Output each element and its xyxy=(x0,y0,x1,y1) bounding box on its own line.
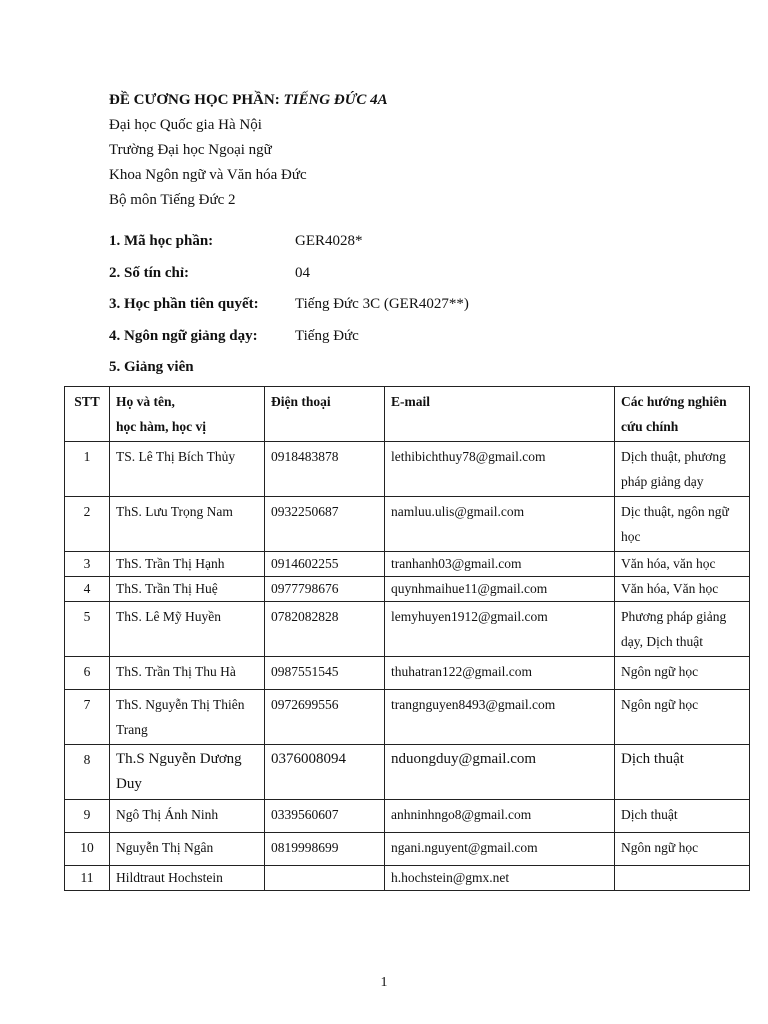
cell-email: h.hochstein@gmx.net xyxy=(385,866,615,891)
cell-research xyxy=(615,866,750,891)
school-name: Trường Đại học Ngoại ngữ xyxy=(109,142,272,158)
cell-research: Văn hóa, Văn học xyxy=(615,577,750,602)
cell-name: ThS. Lê Mỹ Huyền xyxy=(110,602,265,657)
table-row xyxy=(65,602,750,657)
cell-phone: 0376008094 xyxy=(265,745,385,800)
cell-email: namluu.ulis@gmail.com xyxy=(385,497,615,552)
field-label: 4. Ngôn ngữ giảng dạy: xyxy=(109,327,258,344)
header-text: Họ và tên, xyxy=(116,394,175,409)
cell-email: lethibichthuy78@gmail.com xyxy=(385,442,615,497)
cell-research: Dịch thuật xyxy=(615,745,750,800)
table-row xyxy=(65,833,750,866)
column-header-name xyxy=(110,387,265,442)
cell-stt: 4 xyxy=(65,577,110,602)
column-header-research xyxy=(615,387,750,442)
cell-email: quynhmaihue11@gmail.com xyxy=(385,577,615,602)
cell-phone: 0914602255 xyxy=(265,552,385,577)
cell-stt: 11 xyxy=(65,866,110,891)
cell-stt: 6 xyxy=(65,657,110,690)
cell-name: Hildtraut Hochstein xyxy=(110,866,265,891)
cell-phone: 0932250687 xyxy=(265,497,385,552)
cell-phone: 0339560607 xyxy=(265,800,385,833)
cell-stt: 8 xyxy=(65,745,110,800)
cell-stt: 7 xyxy=(65,690,110,745)
cell-phone: 0977798676 xyxy=(265,577,385,602)
cell-stt: 2 xyxy=(65,497,110,552)
field-value: Tiếng Đức 3C (GER4027**) xyxy=(295,296,469,312)
cell-research: Ngôn ngữ học xyxy=(615,657,750,690)
cell-email: anhninhngo8@gmail.com xyxy=(385,800,615,833)
field-value: GER4028* xyxy=(295,233,363,249)
faculty-name: Khoa Ngôn ngữ và Văn hóa Đức xyxy=(109,167,307,183)
cell-phone: 0987551545 xyxy=(265,657,385,690)
cell-name: ThS. Nguyễn Thị Thiên Trang xyxy=(110,690,265,745)
header-text: Các hướng nghiên xyxy=(621,394,727,409)
title-prefix: ĐỀ CƯƠNG HỌC PHẦN: xyxy=(109,92,280,108)
university-name: Đại học Quốc gia Hà Nội xyxy=(109,117,262,133)
cell-name: ThS. Trần Thị Hạnh xyxy=(110,552,265,577)
page-number: 1 xyxy=(380,975,388,990)
table-row xyxy=(65,690,750,745)
cell-stt: 10 xyxy=(65,833,110,866)
table-row xyxy=(65,442,750,497)
cell-phone: 0918483878 xyxy=(265,442,385,497)
department-name: Bộ môn Tiếng Đức 2 xyxy=(109,192,236,208)
table-row xyxy=(65,866,750,891)
column-header-phone: Điện thoại xyxy=(265,387,385,442)
table-row xyxy=(65,657,750,690)
cell-name: ThS. Lưu Trọng Nam xyxy=(110,497,265,552)
cell-phone: 0782082828 xyxy=(265,602,385,657)
cell-research: Dịch thuật xyxy=(615,800,750,833)
table-header-row xyxy=(65,387,750,442)
course-name: TIẾNG ĐỨC 4A xyxy=(283,92,388,108)
cell-stt: 5 xyxy=(65,602,110,657)
cell-name: Th.S Nguyễn Dương Duy xyxy=(110,745,265,800)
table-row xyxy=(65,745,750,800)
cell-stt: 1 xyxy=(65,442,110,497)
cell-email: tranhanh03@gmail.com xyxy=(385,552,615,577)
cell-name: Ngô Thị Ánh Ninh xyxy=(110,800,265,833)
cell-email: lemyhuyen1912@gmail.com xyxy=(385,602,615,657)
cell-name: Nguyễn Thị Ngân xyxy=(110,833,265,866)
cell-phone: 0819998699 xyxy=(265,833,385,866)
cell-research: Văn hóa, văn học xyxy=(615,552,750,577)
table-row xyxy=(65,800,750,833)
table-row xyxy=(65,497,750,552)
table-row xyxy=(65,577,750,602)
cell-research: Dịc thuật, ngôn ngữ học xyxy=(615,497,750,552)
cell-research: Ngôn ngữ học xyxy=(615,833,750,866)
field-value: 04 xyxy=(295,264,310,281)
cell-email: thuhatran122@gmail.com xyxy=(385,657,615,690)
cell-name: ThS. Trần Thị Huệ xyxy=(110,577,265,602)
field-label: 1. Mã học phần: xyxy=(109,233,214,249)
field-value: Tiếng Đức xyxy=(295,327,359,344)
column-header-stt: STT xyxy=(65,387,110,442)
table-row xyxy=(65,552,750,577)
cell-research: Ngôn ngữ học xyxy=(615,690,750,745)
cell-email: ngani.nguyent@gmail.com xyxy=(385,833,615,866)
section-heading: 5. Giảng viên xyxy=(109,359,194,375)
header-text: cứu chính xyxy=(621,419,679,434)
cell-phone: 0972699556 xyxy=(265,690,385,745)
cell-email: trangnguyen8493@gmail.com xyxy=(385,690,615,745)
field-label: 2. Số tín chỉ: xyxy=(109,264,190,281)
lecturers-table xyxy=(64,386,750,891)
header-text: học hàm, học vị xyxy=(116,419,207,434)
cell-stt: 9 xyxy=(65,800,110,833)
field-label: 3. Học phần tiên quyết: xyxy=(109,296,259,312)
cell-name: ThS. Trần Thị Thu Hà xyxy=(110,657,265,690)
cell-email: nduongduy@gmail.com xyxy=(385,745,615,800)
cell-name: TS. Lê Thị Bích Thủy xyxy=(110,442,265,497)
cell-research: Phương pháp giảng dạy, Dịch thuật xyxy=(615,602,750,657)
document-header xyxy=(109,88,388,213)
cell-phone xyxy=(265,866,385,891)
column-header-email: E-mail xyxy=(385,387,615,442)
document-title xyxy=(109,88,388,113)
cell-stt: 3 xyxy=(65,552,110,577)
cell-research: Dịch thuật, phương pháp giảng dạy xyxy=(615,442,750,497)
